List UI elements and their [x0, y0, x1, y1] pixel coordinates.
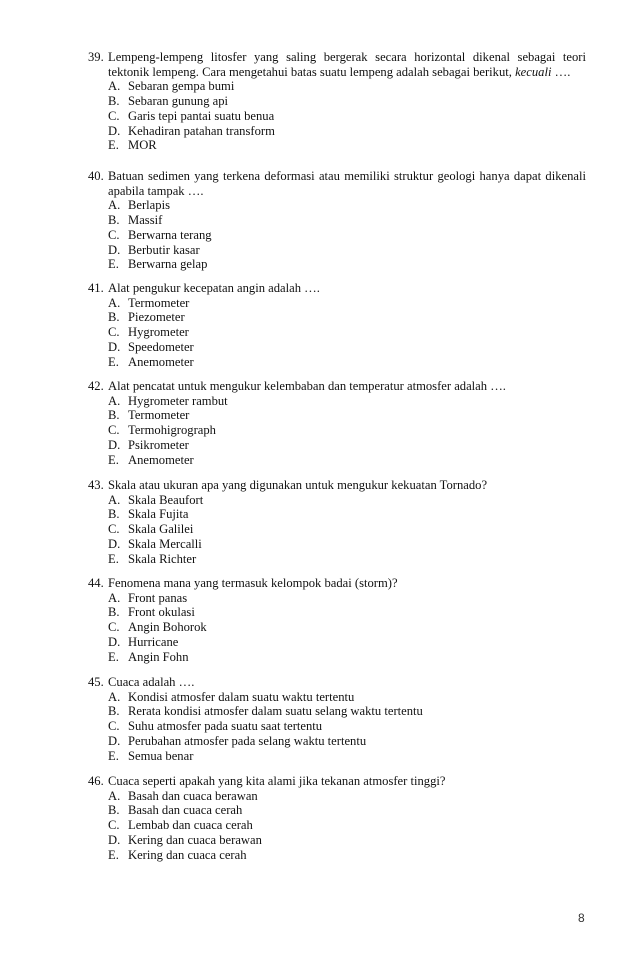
- option-letter: D.: [108, 536, 121, 551]
- question-stem: [88, 169, 586, 198]
- option-letter: A.: [108, 295, 121, 310]
- option-letter: C.: [108, 108, 120, 123]
- options-list: [88, 198, 586, 272]
- option-text: Skala Galilei: [128, 522, 194, 537]
- option-text: Basah dan cuaca cerah: [128, 803, 243, 818]
- option-letter: E.: [108, 551, 119, 566]
- option-c: [108, 325, 586, 340]
- option-text: Basah dan cuaca berawan: [128, 788, 258, 803]
- option-c: [108, 423, 586, 438]
- option-letter: D.: [108, 634, 121, 649]
- question-stem: [88, 576, 586, 591]
- question-text-emphasis: kecuali: [515, 64, 552, 79]
- option-letter: E.: [108, 748, 119, 763]
- option-text: Sebaran gempa bumi: [128, 79, 235, 94]
- option-text: Psikrometer: [128, 437, 189, 452]
- question-number: 46.: [88, 774, 104, 788]
- question-text: Cuaca seperti apakah yang kita alami jika tekanan atmosfer tinggi?: [108, 774, 446, 788]
- option-d: [108, 734, 586, 749]
- option-letter: D.: [108, 733, 121, 748]
- question-44: [88, 576, 586, 664]
- option-d: [108, 833, 586, 848]
- options-list: [88, 296, 586, 370]
- option-text: Speedometer: [128, 339, 194, 354]
- option-b: [108, 605, 586, 620]
- options-list: [88, 690, 586, 764]
- option-text: Anemometer: [128, 354, 194, 369]
- option-text: Semua benar: [128, 748, 194, 763]
- option-d: [108, 537, 586, 552]
- option-text: Angin Bohorok: [128, 620, 207, 635]
- option-letter: A.: [108, 590, 121, 605]
- option-a: [108, 789, 586, 804]
- option-e: [108, 650, 586, 665]
- option-c: [108, 620, 586, 635]
- option-text: Termometer: [128, 408, 190, 423]
- question-stem: [88, 50, 586, 79]
- question-text: Alat pengukur kecepatan angin adalah ….: [108, 281, 320, 295]
- option-letter: C.: [108, 227, 120, 242]
- option-text: Hygrometer: [128, 325, 189, 340]
- option-letter: D.: [108, 832, 121, 847]
- options-list: [88, 493, 586, 567]
- option-letter: E.: [108, 452, 119, 467]
- option-letter: E.: [108, 649, 119, 664]
- option-letter: C.: [108, 620, 120, 635]
- question-text: Cuaca adalah ….: [108, 675, 195, 689]
- option-b: [108, 704, 586, 719]
- option-text: Skala Richter: [128, 551, 197, 566]
- question-number: 43.: [88, 478, 104, 492]
- option-letter: B.: [108, 213, 120, 228]
- options-list: [88, 79, 586, 153]
- option-letter: A.: [108, 198, 121, 213]
- question-text: Batuan sedimen yang terkena deformasi atau memiliki struktur geologi hanya dapat dikenali apabila tampak ….: [108, 169, 586, 198]
- option-text: Hurricane: [128, 634, 179, 649]
- option-text: Suhu atmosfer pada suatu saat tertentu: [128, 719, 323, 734]
- option-d: [108, 243, 586, 258]
- option-d: [108, 124, 586, 139]
- option-e: [108, 453, 586, 468]
- option-d: [108, 438, 586, 453]
- option-letter: A.: [108, 492, 121, 507]
- option-letter: C.: [108, 325, 120, 340]
- option-e: [108, 355, 586, 370]
- option-c: [108, 818, 586, 833]
- option-e: [108, 138, 586, 153]
- option-letter: A.: [108, 393, 121, 408]
- option-a: [108, 690, 586, 705]
- option-text: Kondisi atmosfer dalam suatu waktu tertentu: [128, 689, 355, 704]
- option-letter: A.: [108, 689, 121, 704]
- option-text: Lembab dan cuaca cerah: [128, 818, 253, 833]
- question-number: 39.: [88, 50, 104, 64]
- question-number: 42.: [88, 379, 104, 393]
- question-text: Alat pencatat untuk mengukur kelembaban dan temperatur atmosfer adalah ….: [108, 379, 506, 393]
- option-c: [108, 109, 586, 124]
- option-letter: C.: [108, 719, 120, 734]
- question-41: [88, 281, 586, 369]
- option-letter: E.: [108, 138, 119, 153]
- question-stem: [88, 379, 586, 394]
- option-text: Kehadiran patahan transform: [128, 123, 275, 138]
- option-letter: D.: [108, 437, 121, 452]
- question-number: 44.: [88, 576, 104, 590]
- option-d: [108, 635, 586, 650]
- question-text-tail: ….: [551, 64, 571, 79]
- option-text: Skala Fujita: [128, 507, 189, 522]
- option-text: Berbutir kasar: [128, 242, 200, 257]
- question-number: 45.: [88, 675, 104, 689]
- option-c: [108, 719, 586, 734]
- option-e: [108, 257, 586, 272]
- option-b: [108, 213, 586, 228]
- option-text: Garis tepi pantai suatu benua: [128, 108, 275, 123]
- option-text: MOR: [128, 138, 157, 153]
- option-letter: B.: [108, 310, 120, 325]
- question-text: Skala atau ukuran apa yang digunakan untuk mengukur kekuatan Tornado?: [108, 478, 488, 492]
- question-stem: [88, 675, 586, 690]
- question-number: 40.: [88, 169, 104, 183]
- option-letter: B.: [108, 507, 120, 522]
- option-b: [108, 507, 586, 522]
- options-list: [88, 789, 586, 863]
- option-letter: B.: [108, 408, 120, 423]
- option-b: [108, 803, 586, 818]
- option-letter: E.: [108, 257, 119, 272]
- option-text: Front okulasi: [128, 605, 195, 620]
- option-c: [108, 522, 586, 537]
- option-letter: D.: [108, 242, 121, 257]
- option-text: Berwarna terang: [128, 227, 212, 242]
- question-45: [88, 675, 586, 763]
- question-number: 41.: [88, 281, 104, 295]
- option-text: Angin Fohn: [128, 649, 189, 664]
- option-a: [108, 296, 586, 311]
- question-text-main: Lempeng-lempeng litosfer yang saling bergerak secara horizontal dikenal sebagai teori tektonik lempeng. Cara mengetahui batas suatu lempeng adalah sebagai berikut,: [108, 50, 586, 79]
- question-stem: [88, 281, 586, 296]
- option-text: Termometer: [128, 295, 190, 310]
- option-letter: E.: [108, 847, 119, 862]
- option-a: [108, 493, 586, 508]
- option-letter: E.: [108, 354, 119, 369]
- option-letter: D.: [108, 123, 121, 138]
- option-text: Berwarna gelap: [128, 257, 208, 272]
- option-text: Berlapis: [128, 198, 170, 213]
- option-text: Skala Mercalli: [128, 536, 202, 551]
- options-list: [88, 591, 586, 665]
- question-39: [88, 50, 586, 153]
- option-letter: A.: [108, 79, 121, 94]
- page-number: 8: [578, 911, 585, 925]
- option-letter: B.: [108, 803, 120, 818]
- question-text: [108, 50, 586, 79]
- option-text: Hygrometer rambut: [128, 393, 228, 408]
- question-40: [88, 169, 586, 272]
- option-b: [108, 94, 586, 109]
- question-text: Fenomena mana yang termasuk kelompok badai (storm)?: [108, 576, 398, 590]
- option-d: [108, 340, 586, 355]
- option-letter: C.: [108, 818, 120, 833]
- option-c: [108, 228, 586, 243]
- option-letter: B.: [108, 94, 120, 109]
- option-letter: B.: [108, 605, 120, 620]
- option-letter: C.: [108, 423, 120, 438]
- question-stem: [88, 774, 586, 789]
- question-stem: [88, 478, 586, 493]
- option-text: Front panas: [128, 590, 188, 605]
- option-a: [108, 198, 586, 213]
- option-b: [108, 310, 586, 325]
- option-text: Massif: [128, 213, 163, 228]
- option-text: Anemometer: [128, 452, 194, 467]
- option-text: Perubahan atmosfer pada selang waktu tertentu: [128, 733, 367, 748]
- option-letter: B.: [108, 704, 120, 719]
- option-b: [108, 408, 586, 423]
- option-text: Kering dan cuaca berawan: [128, 832, 262, 847]
- option-text: Rerata kondisi atmosfer dalam suatu selang waktu tertentu: [128, 704, 423, 719]
- question-42: [88, 379, 586, 467]
- option-letter: D.: [108, 339, 121, 354]
- option-e: [108, 552, 586, 567]
- options-list: [88, 394, 586, 468]
- option-a: [108, 591, 586, 606]
- option-a: [108, 394, 586, 409]
- question-43: [88, 478, 586, 566]
- option-letter: A.: [108, 788, 121, 803]
- option-letter: C.: [108, 522, 120, 537]
- option-e: [108, 848, 586, 863]
- option-text: Termohigrograph: [128, 423, 216, 438]
- option-text: Sebaran gunung api: [128, 94, 229, 109]
- option-text: Kering dan cuaca cerah: [128, 847, 247, 862]
- option-e: [108, 749, 586, 764]
- option-a: [108, 79, 586, 94]
- option-text: Piezometer: [128, 310, 185, 325]
- question-46: [88, 774, 586, 862]
- option-text: Skala Beaufort: [128, 492, 204, 507]
